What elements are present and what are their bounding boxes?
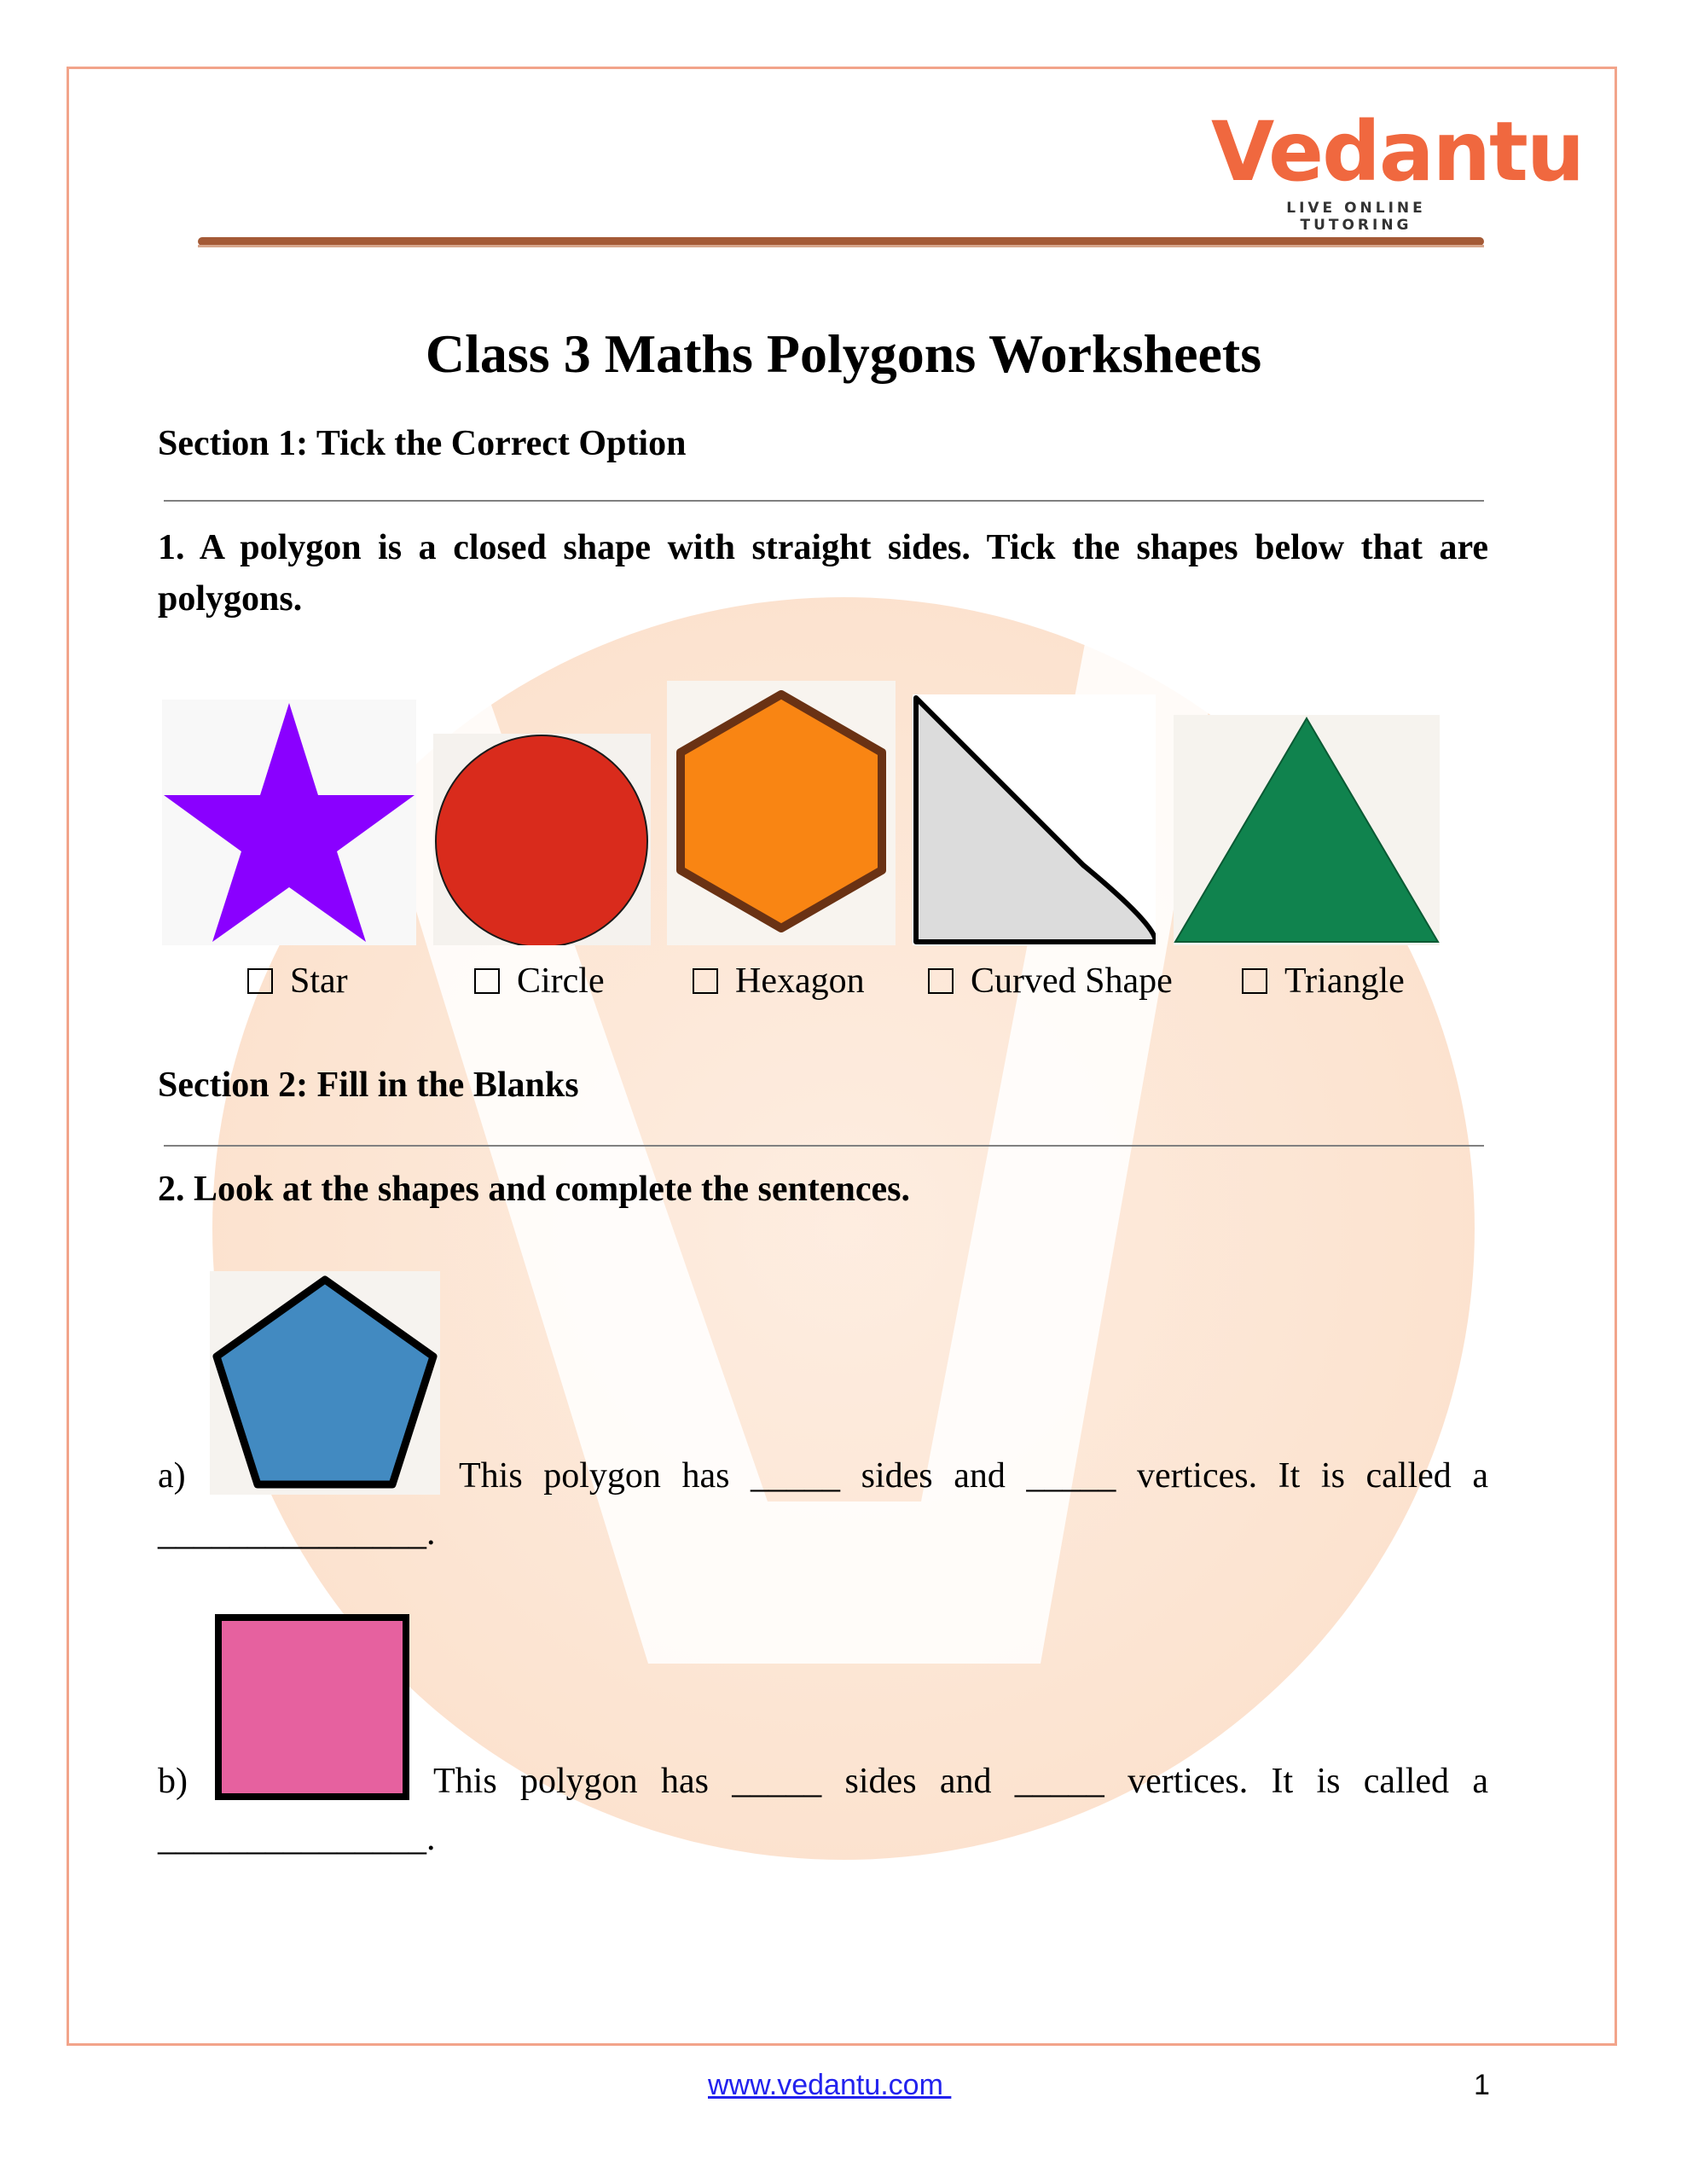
section-1-rule bbox=[164, 500, 1484, 502]
logo-tagline: LIVE ONLINE TUTORING bbox=[1286, 200, 1426, 234]
header-rule bbox=[198, 237, 1484, 246]
section-2-heading: Section 2: Fill in the Blanks bbox=[158, 1066, 579, 1105]
option-triangle[interactable] bbox=[1242, 961, 1405, 1002]
pentagon-shape bbox=[210, 1271, 440, 1495]
item-a-sentence: This polygon has _____ sides and _____ vertices. It is called a bbox=[459, 1456, 1488, 1496]
item-b-sentence: This polygon has _____ sides and _____ vertices. It is called a bbox=[433, 1762, 1488, 1801]
option-circle[interactable] bbox=[474, 961, 605, 1002]
question-2: 2. Look at the shapes and complete the sentences. bbox=[158, 1170, 910, 1209]
item-a-answer-blank[interactable]: _______________. bbox=[158, 1513, 436, 1553]
square-shape bbox=[213, 1612, 411, 1802]
option-star[interactable] bbox=[247, 961, 348, 1002]
checkbox-curved-shape[interactable] bbox=[928, 968, 954, 994]
item-b-answer-blank[interactable]: _______________. bbox=[158, 1819, 436, 1858]
option-circle-label: Circle bbox=[517, 961, 605, 1001]
footer-website-link[interactable]: www.vedantu.com bbox=[708, 2069, 952, 2101]
vedantu-logo bbox=[1211, 104, 1584, 234]
option-curved-shape[interactable] bbox=[928, 961, 1173, 1002]
section-2-rule bbox=[164, 1145, 1484, 1147]
logo-wordmark: Vedantu bbox=[1211, 104, 1584, 200]
option-hexagon[interactable] bbox=[693, 961, 865, 1002]
curved-shape bbox=[913, 694, 1156, 945]
option-triangle-label: Triangle bbox=[1284, 961, 1405, 1001]
option-curved-shape-label: Curved Shape bbox=[971, 961, 1173, 1001]
circle-shape bbox=[433, 734, 651, 945]
checkbox-hexagon[interactable] bbox=[693, 968, 718, 994]
triangle-shape bbox=[1174, 715, 1440, 945]
checkbox-triangle[interactable] bbox=[1242, 968, 1267, 994]
question-1: 1. A polygon is a closed shape with straight sides. Tick the shapes below that are polygons. bbox=[158, 528, 1488, 619]
hexagon-shape bbox=[667, 681, 896, 945]
star-shape bbox=[162, 700, 416, 945]
page-number: 1 bbox=[1474, 2069, 1490, 2101]
item-a-marker: a) bbox=[158, 1456, 186, 1496]
section-1-heading: Section 1: Tick the Correct Option bbox=[158, 424, 687, 463]
option-hexagon-label: Hexagon bbox=[735, 961, 865, 1001]
page-title: Class 3 Maths Polygons Worksheets bbox=[425, 323, 1262, 384]
item-b-marker: b) bbox=[158, 1762, 188, 1801]
checkbox-star[interactable] bbox=[247, 968, 273, 994]
checkbox-circle[interactable] bbox=[474, 968, 500, 994]
option-star-label: Star bbox=[290, 961, 348, 1001]
